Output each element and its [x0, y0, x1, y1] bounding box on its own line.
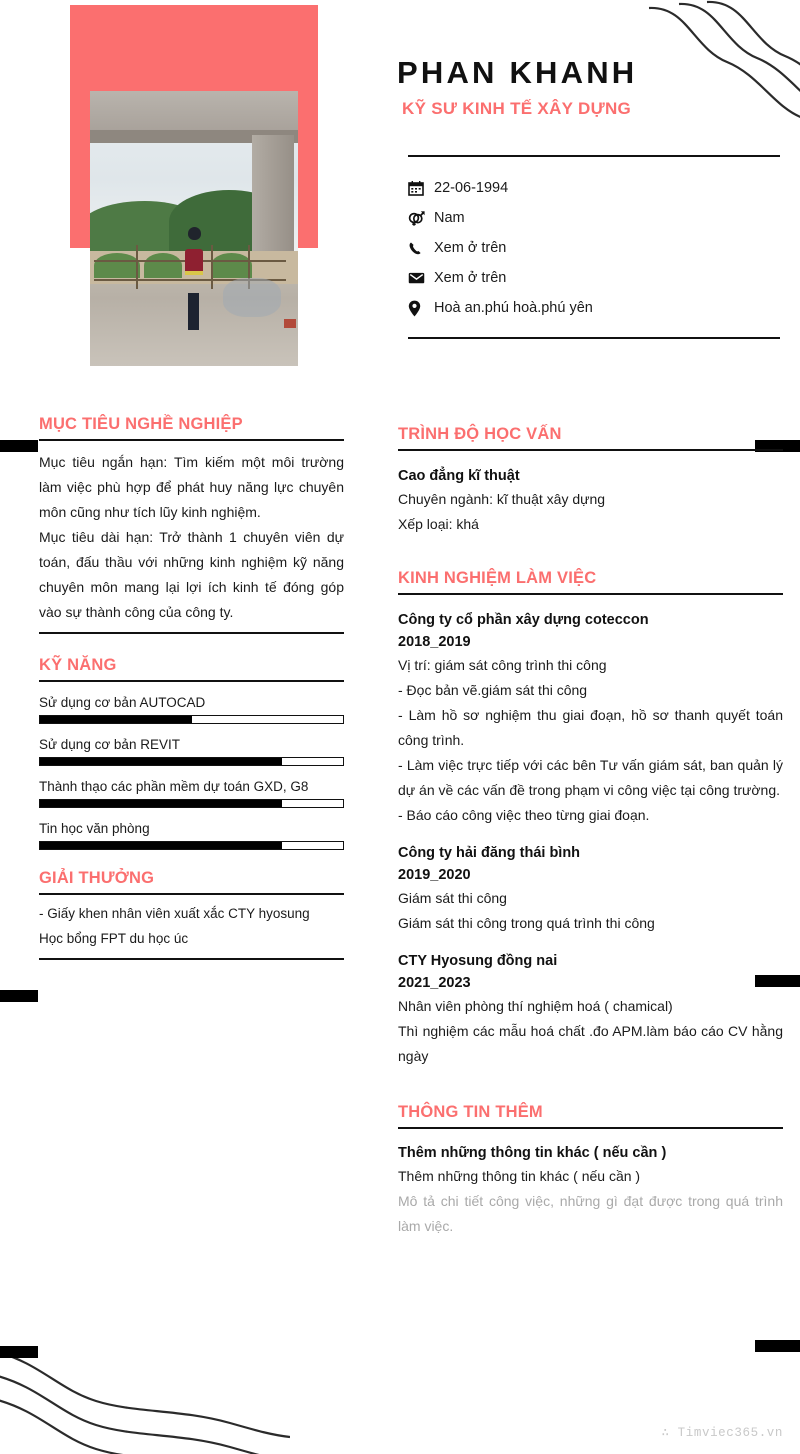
- skill-item: [39, 821, 344, 850]
- skill-progress-fill: [40, 842, 282, 849]
- contact-row-email: [408, 263, 780, 293]
- job-line: - Làm hồ sơ nghiệm thu giai đoạn, hồ sơ thanh quyết toán công trình.: [398, 707, 783, 748]
- contact-block: [408, 155, 780, 339]
- job-organization: Công ty cổ phần xây dựng coteccon: [398, 612, 649, 628]
- section-additional-info: [398, 1103, 783, 1239]
- section-skills: [39, 656, 344, 850]
- marker-bar-left-awards: [0, 990, 38, 1002]
- phone-icon: [408, 241, 434, 256]
- skill-label: Sử dụng cơ bản AUTOCAD: [39, 695, 206, 710]
- marker-bar-left-objective: [0, 440, 38, 452]
- rule-objective-bottom: [39, 632, 344, 634]
- skill-progress-track: [39, 715, 344, 724]
- contact-value-phone: Xem ở trên: [434, 240, 507, 256]
- rule-skills: [39, 680, 344, 682]
- objective-paragraph-2: Mục tiêu dài hạn: Trở thành 1 chuyên viên dự toán, đấu thầu với những kinh nghiệm kỹ năng chuyên môn mang lại lợi ích kinh tế đóng góp vào sự thành công của công ty.: [39, 529, 344, 620]
- skill-progress-track: [39, 799, 344, 808]
- wave-decoration-bottom-left: [0, 1329, 290, 1454]
- additional-title: Thêm những thông tin khác ( nếu cần ): [398, 1145, 667, 1161]
- contact-row-birthdate: [408, 173, 780, 203]
- job-organization: Công ty hải đăng thái bình: [398, 845, 581, 861]
- rule-awards-bottom: [39, 958, 344, 960]
- contact-value-address: Hoà an.phú hoà.phú yên: [434, 300, 593, 316]
- profile-photo-block: [70, 5, 318, 365]
- skill-label: Tin học văn phòng: [39, 821, 150, 836]
- section-title-education: TRÌNH ĐỘ HỌC VẤN: [398, 425, 562, 443]
- skill-label: Sử dụng cơ bản REVIT: [39, 737, 180, 752]
- objective-paragraph-1: Mục tiêu ngắn hạn: Tìm kiếm một môi trường làm việc phù hợp để phát huy năng lực chuyên môn cũng như tích lũy kinh nghiệm.: [39, 454, 344, 520]
- location-pin-icon: [408, 300, 434, 317]
- job-line: Vị trí: giám sát công trình thi công: [398, 657, 607, 673]
- skill-progress-fill: [40, 758, 282, 765]
- award-line: Học bổng FPT du học úc: [39, 931, 189, 946]
- job-line: - Làm việc trực tiếp với các bên Tư vấn giám sát, ban quản lý dự án về các vấn đề trong phạm vi công việc tại công trường.: [398, 757, 783, 798]
- contact-value-gender: Nam: [434, 210, 465, 226]
- marker-bar-left-bottom: [0, 1346, 38, 1358]
- contact-rule-bottom: [408, 337, 780, 339]
- skill-item: [39, 737, 344, 766]
- job-line: Giám sát thi công: [398, 890, 507, 906]
- email-icon: [408, 271, 434, 285]
- job-line: Thì nghiệm các mẫu hoá chất .đo APM.làm báo cáo CV hằng ngày: [398, 1023, 783, 1064]
- job-years: 2019_2020: [398, 867, 471, 883]
- experience-job: [398, 828, 783, 936]
- experience-job: [398, 595, 783, 828]
- contact-value-birthdate: 22-06-1994: [434, 180, 509, 196]
- section-title-objective: MỤC TIÊU NGHỀ NGHIỆP: [39, 415, 243, 433]
- skill-progress-fill: [40, 800, 282, 807]
- skill-item: [39, 779, 344, 808]
- skill-progress-fill: [40, 716, 192, 723]
- section-objective: [39, 415, 344, 634]
- section-title-skills: KỸ NĂNG: [39, 656, 117, 674]
- site-watermark: ∴ Timviec365.vn: [661, 1426, 783, 1440]
- gender-icon: [408, 210, 434, 226]
- skill-item: [39, 695, 344, 724]
- contact-row-address: [408, 293, 780, 323]
- additional-line: Thêm những thông tin khác ( nếu cần ): [398, 1168, 641, 1184]
- award-line: - Giấy khen nhân viên xuất xắc CTY hyosung: [39, 906, 310, 921]
- job-years: 2021_2023: [398, 975, 471, 991]
- job-line: Nhân viên phòng thí nghiệm hoá ( chamical): [398, 998, 673, 1014]
- right-column: [398, 425, 783, 1239]
- experience-job: [398, 936, 783, 1069]
- section-education: [398, 425, 783, 537]
- wave-decoration-top-right: [635, 0, 800, 145]
- additional-placeholder: Mô tả chi tiết công việc, những gì đạt được trong quá trình làm việc.: [398, 1193, 783, 1234]
- section-title-experience: KINH NGHIỆM LÀM VIỆC: [398, 569, 597, 587]
- skill-progress-track: [39, 841, 344, 850]
- section-title-awards: GIẢI THƯỞNG: [39, 869, 155, 887]
- job-line: Giám sát thi công trong quá trình thi công: [398, 915, 655, 931]
- section-awards: [39, 869, 344, 960]
- section-title-additional-info: THÔNG TIN THÊM: [398, 1103, 543, 1121]
- education-line: Xếp loại: khá: [398, 516, 479, 532]
- job-organization: CTY Hyosung đồng nai: [398, 953, 558, 969]
- profile-photo: [90, 91, 298, 366]
- job-line: - Đọc bản vẽ.giám sát thi công: [398, 682, 588, 698]
- job-line: - Báo cáo công việc theo từng giai đoạn.: [398, 807, 650, 823]
- marker-bar-right-bottom: [755, 1340, 800, 1352]
- contact-row-phone: [408, 233, 780, 263]
- calendar-icon: [408, 180, 434, 196]
- skill-label: Thành thạo các phần mềm dự toán GXD, G8: [39, 779, 309, 794]
- education-degree: Cao đẳng kĩ thuật: [398, 468, 520, 484]
- contact-value-email: Xem ở trên: [434, 270, 507, 286]
- candidate-job-title: KỸ SƯ KINH TẾ XÂY DỰNG: [402, 99, 632, 118]
- contact-row-gender: [408, 203, 780, 233]
- left-column: [39, 415, 344, 960]
- candidate-name: PHAN KHANH: [397, 55, 638, 90]
- job-years: 2018_2019: [398, 634, 471, 650]
- skill-progress-track: [39, 757, 344, 766]
- section-experience: [398, 569, 783, 1069]
- education-line: Chuyên ngành: kĩ thuật xây dựng: [398, 491, 606, 507]
